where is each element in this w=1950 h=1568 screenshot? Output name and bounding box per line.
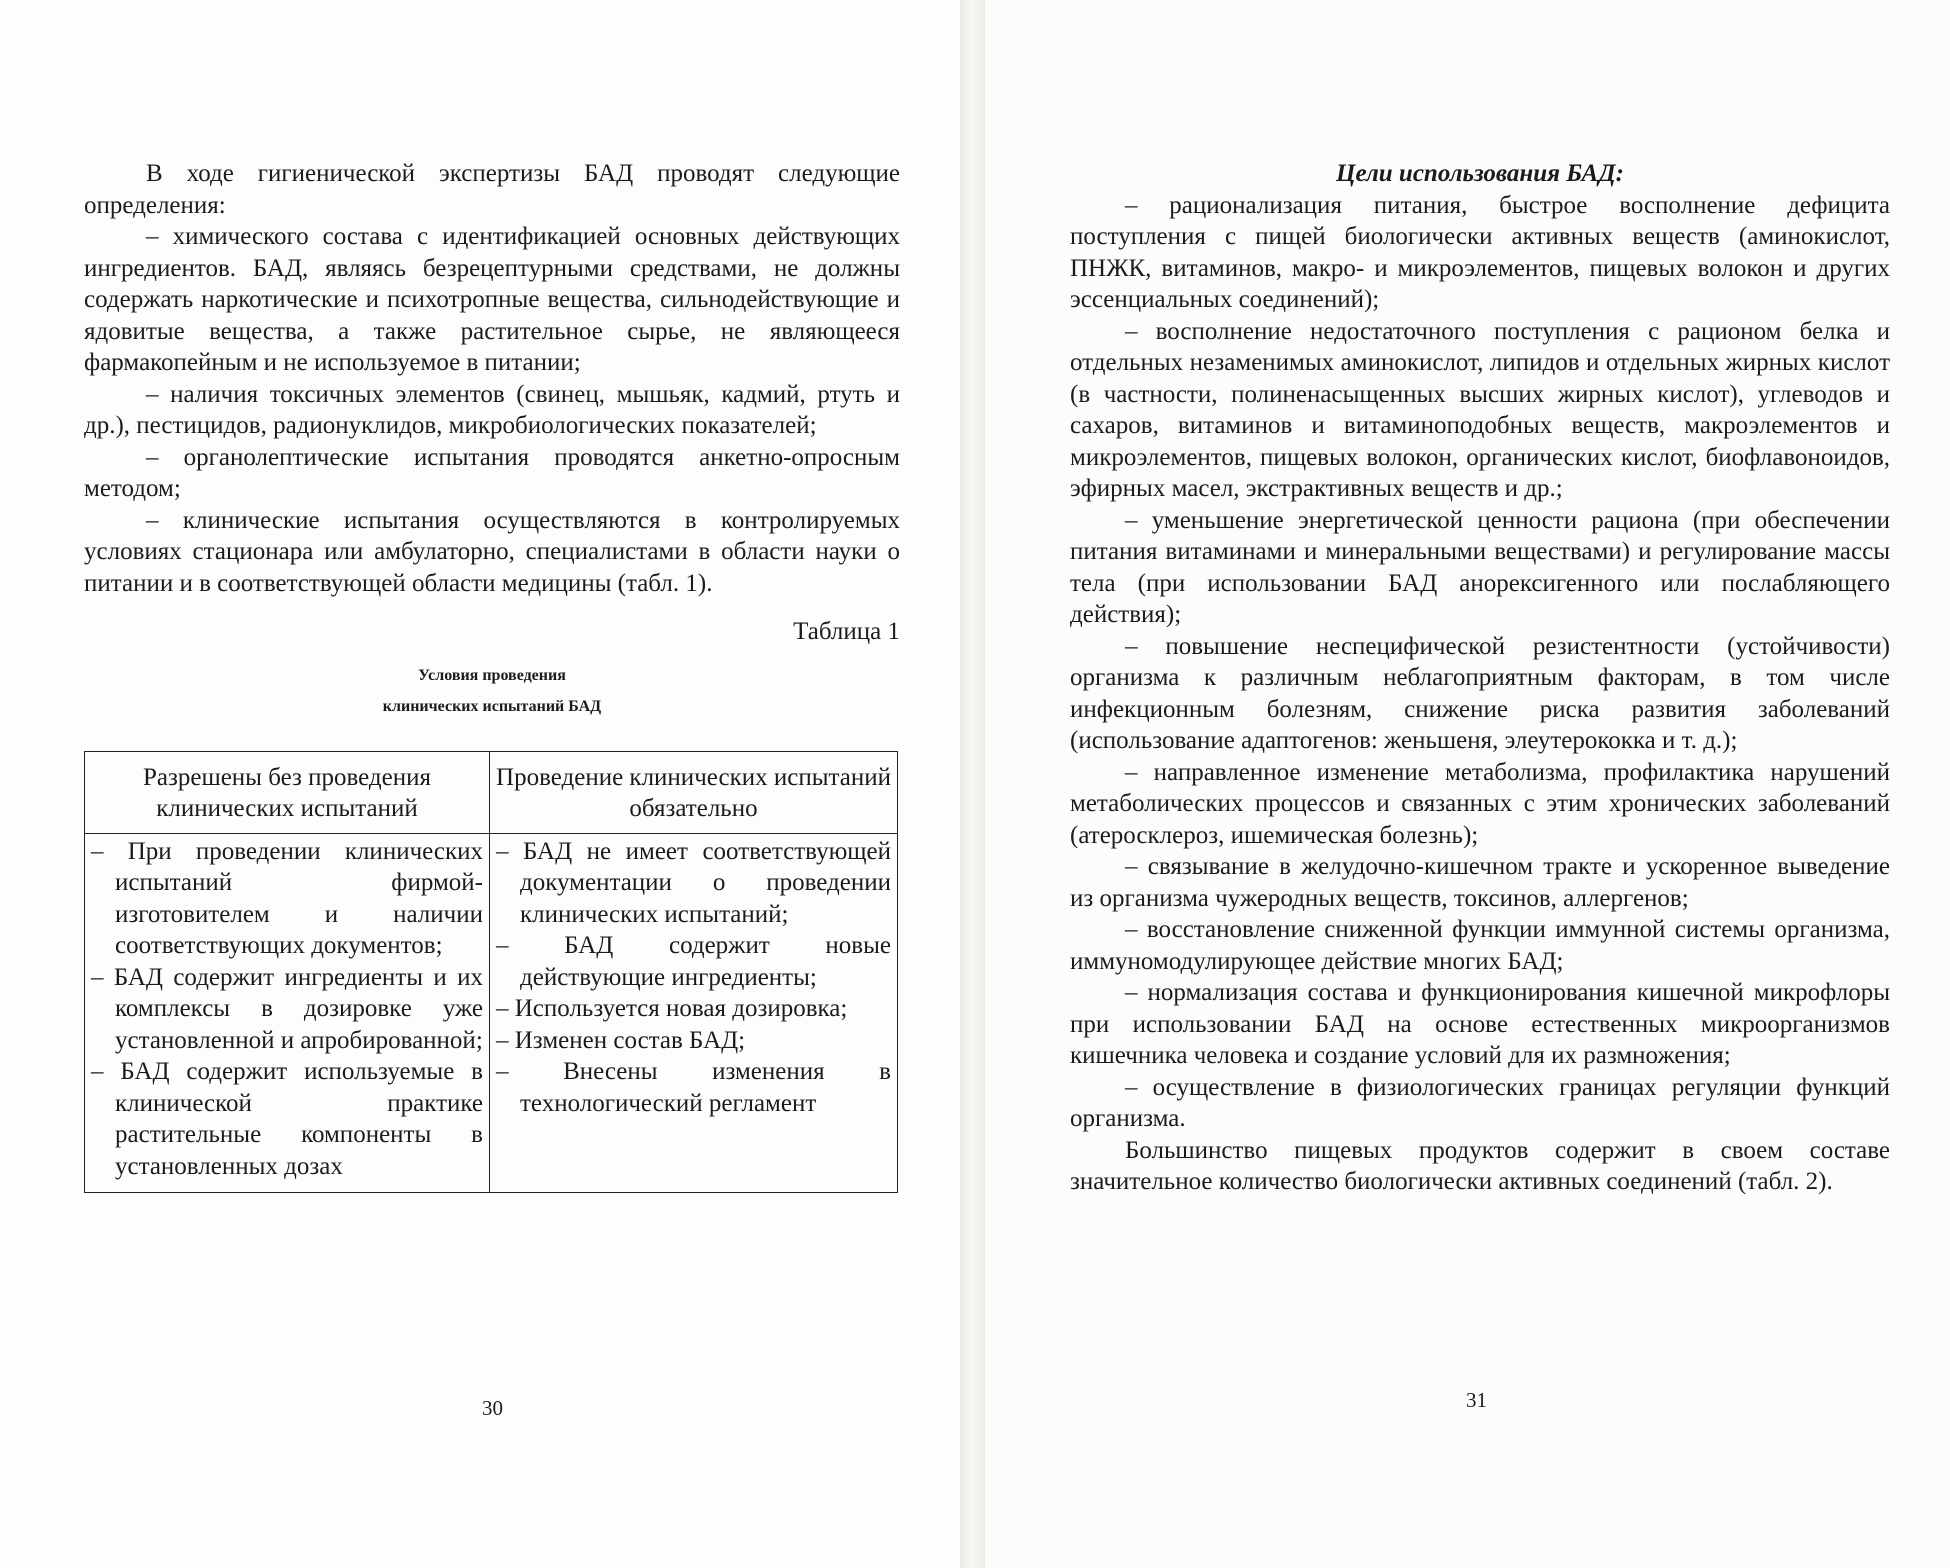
cell-list-item: – При проведении клинических испытаний фирмой-изготовителем и наличии соответствующих документов; [91, 837, 483, 959]
list-item: – уменьшение энергетической ценности рациона (при обеспечении питания витаминами и минеральными веществами) и регулирование массы тела (при использовании БАД анорексигенного или послабляющего действия); [1070, 506, 1890, 628]
table-cell-mandatory [490, 833, 898, 1193]
table-number: Таблица 1 [793, 618, 900, 645]
table-title [84, 660, 900, 722]
table-header-row [85, 751, 898, 833]
list-item: – восстановление сниженной функции иммунной системы организма, иммуномодулирующее действие многих БАД; [1070, 916, 1890, 975]
list-item: – восполнение недостаточного поступления с рационом белка и отдельных незаменимых аминокислот, липидов и отдельных жирных кислот (в частности, полиненасыщенных высших жирных кислот), углеводов и сахаров, витаминов и витаминоподобных веществ, макроэлементов и микроэлементов, пищевых волокон, органических кислот, биофлавоноидов, эфирных масел, экстрактивных веществ и др.; [1070, 317, 1890, 502]
right-page-text [1070, 158, 1890, 1198]
list-item: – органолептические испытания проводятся анкетно-опросным методом; [84, 443, 900, 502]
list-item: – направленное изменение метаболизма, профилактика нарушений метаболических процессов и связанных с этим хронических заболеваний (атеросклероз, ишемическая болезнь); [1070, 758, 1890, 849]
right-page [985, 0, 1950, 1568]
cell-list-item: – БАД не имеет соответствующей документации о проведении клинических испытаний; [496, 837, 891, 928]
list-item: – рационализация питания, быстрое восполнение дефицита поступления с пищей биологически активных веществ (аминокислот, ПНЖК, витаминов, макро- и микроэлементов, пищевых волокон и других эссенциальных соединений); [1070, 191, 1890, 313]
intro-paragraph: В ходе гигиенической экспертизы БАД проводят следующие определения: [84, 160, 900, 219]
cell-list-item: – Используется новая дозировка; [496, 995, 848, 1022]
list-item: – химического состава с идентификацией основных действующих ингредиентов. БАД, являясь безрецептурными средствами, не должны содержать наркотические и психотропные вещества, сильнодействующие и ядовитые вещества, а также растительное сырье, не являющееся фармакопейным и не используемое в питании; [84, 223, 900, 376]
table-row [85, 833, 898, 1193]
list-item: – клинические испытания осуществляются в контролируемых условиях стационара или амбулаторно, специалистами в области науки о питании и в соответствующей области медицины (табл. 1). [84, 506, 900, 597]
cell-list-item: – БАД содержит используемые в клинической практике растительные компоненты в установленных дозах [91, 1058, 483, 1180]
left-page [0, 0, 960, 1568]
book-gutter [960, 0, 985, 1568]
header-cell-mandatory: Проведение клинических испытаний обязательно [490, 751, 898, 833]
left-page-text [84, 158, 900, 1193]
page-number: 30 [482, 1396, 503, 1420]
list-item: – осуществление в физиологических границах регуляции функций организма. [1070, 1073, 1890, 1132]
table-title-line: Условия проведения [418, 666, 566, 684]
list-item: – нормализация состава и функционирования кишечной микрофлоры при использовании БАД на основе естественных микроорганизмов кишечника человека и создание условий для их размножения; [1070, 979, 1890, 1069]
closing-paragraph: Большинство пищевых продуктов содержит в своем составе значительное количество биологически активных соединений (табл. 2). [1070, 1136, 1890, 1195]
section-heading: Цели использования БАД: [1336, 160, 1624, 187]
page-number: 31 [1466, 1388, 1487, 1412]
cell-list-item: – БАД содержит ингредиенты и их комплексы в дозировке уже установленной и апробированной; [91, 963, 483, 1054]
conditions-table [84, 751, 898, 1194]
list-item: – повышение неспецифической резистентности (устойчивости) организма к различным неблагоприятным факторам, в том числе инфекционным болезням, снижение риска развития заболеваний (использование адаптогенов: женьшеня, элеутерококка и т. д.); [1070, 632, 1890, 754]
cell-list-item: – БАД содержит новые действующие ингредиенты; [496, 932, 891, 991]
list-item: – наличия токсичных элементов (свинец, мышьяк, кадмий, ртуть и др.), пестицидов, радионуклидов, микробиологических показателей; [84, 380, 900, 439]
header-cell-allowed: Разрешены без проведения клинических испытаний [85, 751, 490, 833]
table-cell-allowed [85, 833, 490, 1193]
list-item: – связывание в желудочно-кишечном тракте и ускоренное выведение из организма чужеродных веществ, токсинов, аллергенов; [1070, 853, 1890, 912]
cell-list-item: – Изменен состав БАД; [496, 1026, 746, 1054]
table-title-line: клинических испытаний БАД [382, 697, 602, 715]
cell-list-item: – Внесены изменения в технологический регламент [496, 1058, 891, 1117]
